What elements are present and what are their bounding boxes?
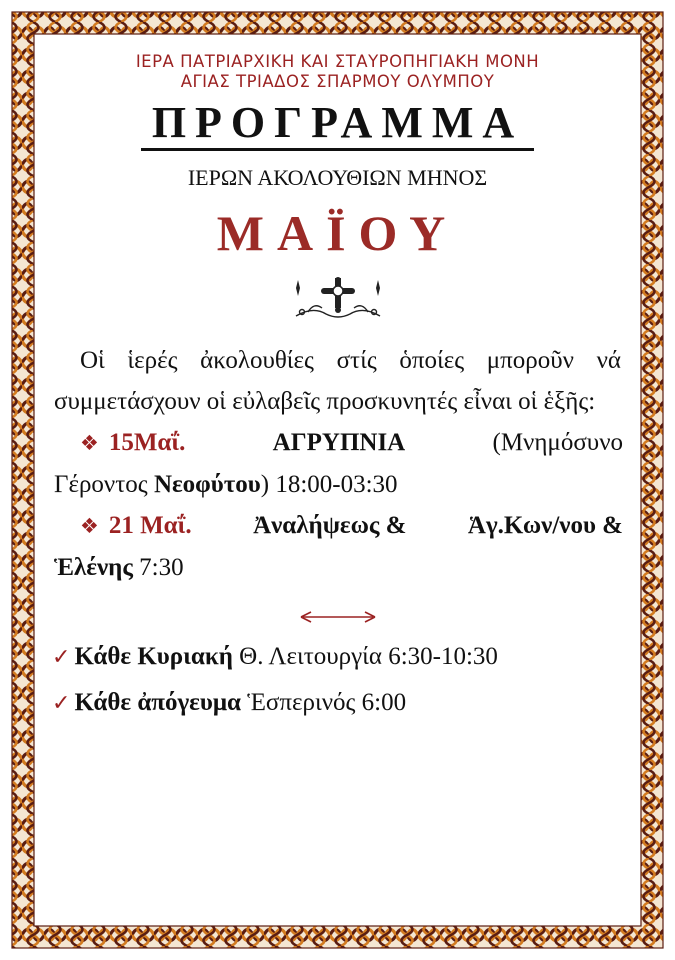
item-event: ΑΓΡΥΠΝΙΑ	[272, 429, 406, 456]
item-feast-2: Ἁγ.Κων/νου &	[467, 512, 623, 539]
monastery-name-line1: ΙΕΡΑ ΠΑΤΡΙΑΡΧΙΚΗ ΚΑΙ ΣΤΑΥΡΟΠΗΓΙΑΚΗ ΜΟΝΗ	[135, 52, 540, 71]
item-time: 18:00-03:30	[275, 471, 398, 498]
cross-ornament-icon	[288, 276, 388, 322]
item-date: 21 Μαΐ.	[108, 512, 192, 539]
intro-paragraph: Οἱ ἱερές ἀκολουθίες στίς ὁποίες μποροῦν νά συμμετάσχουν οἱ εὐλαβεῖς προσκυνητές εἶναι οἱ ἑξῆς:	[54, 347, 621, 415]
diamond-bullet-icon: ❖	[80, 514, 99, 538]
item-time: 7:30	[139, 554, 184, 581]
month-heading: ΜΑΪΟΥ	[216, 205, 459, 261]
weekly-label: Κάθε ἀπόγευμα	[74, 689, 241, 716]
weekly-text: Ἑσπερινός 6:00	[247, 689, 407, 716]
item-note-open: (Μνημόσυνο	[492, 429, 623, 456]
item-note-close: )	[260, 471, 270, 498]
diamond-bullet-icon: ❖	[80, 431, 99, 455]
weekly-sunday-line	[52, 636, 623, 678]
monastery-name-line2: ΑΓΙΑΣ ΤΡΙΑΔΟΣ ΣΠΑΡΜΟΥ ΟΛΥΜΠΟΥ	[180, 72, 495, 91]
weekly-label: Κάθε Κυριακή	[74, 643, 233, 670]
program-content	[52, 52, 623, 724]
page-title: ΠΡΟΓΡΑΜΜΑ	[151, 98, 524, 147]
item-note-name: Νεοφύτου	[153, 471, 261, 498]
item-feast-1: Ἀναλήψεως &	[253, 512, 407, 539]
weekly-evening-line	[52, 682, 623, 724]
schedule-item-vigil	[52, 422, 623, 505]
schedule-item-ascension	[52, 505, 623, 588]
check-mark-icon: ✓	[52, 691, 71, 716]
title-underline	[141, 148, 534, 151]
item-date: 15Μαΐ.	[108, 429, 186, 456]
weekly-text: Θ. Λειτουργία 6:30-10:30	[239, 643, 498, 670]
check-mark-icon: ✓	[52, 645, 71, 670]
item-note-prefix: Γέροντος	[54, 471, 148, 498]
double-arrow-icon	[299, 610, 377, 624]
page-subtitle: ΙΕΡΩΝ ΑΚΟΛΟΥΘΙΩΝ ΜΗΝΟΣ	[187, 165, 488, 190]
item-feast-3: Ἑλένης	[54, 554, 133, 581]
